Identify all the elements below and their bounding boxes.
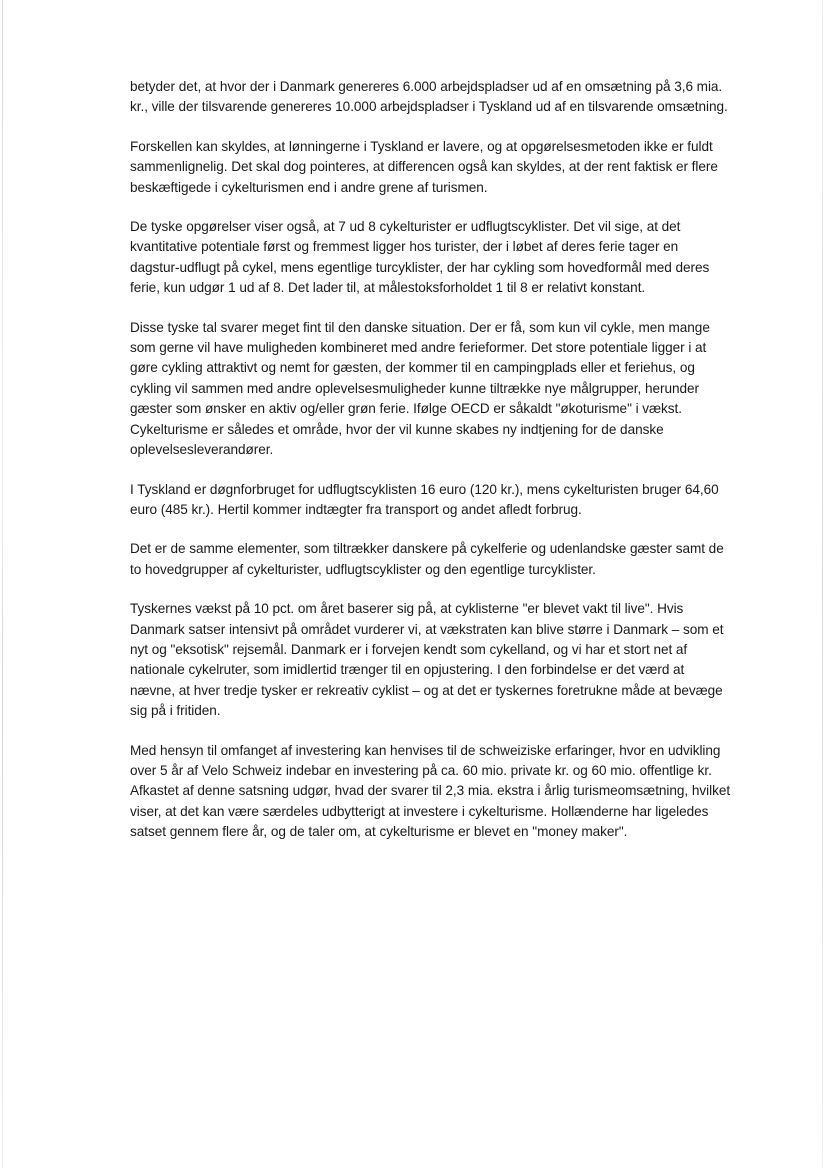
paragraph-line: sammenlignelig. Det skal dog pointeres, at differencen også kan skyldes, at der rent faktisk er flere bbox=[130, 159, 718, 175]
paragraph-line: viser, at det kan være særdeles udbytterigt at investere i cykelturisme. Hollænderne har ligeledes bbox=[130, 803, 709, 819]
paragraph-line: dagstur-udflugt på cykel, mens egentlige turcyklister, der har cykling som hovedformål med deres bbox=[130, 259, 710, 275]
paragraph-line: kr., ville der tilsvarende genereres 10.000 arbejdspladser i Tyskland ud af en tilsvarende omsætning. bbox=[130, 99, 728, 115]
paragraph-line: Danmark satser intensivt på området vurderer vi, at vækstraten kan blive større i Danmark – som et bbox=[130, 621, 724, 637]
paragraph-line: betyder det, at hvor der i Danmark genereres 6.000 arbejdspladser ud af en omsætning på 3,6 mia. bbox=[130, 79, 723, 94]
paragraph-line: kvantitative potentiale først og fremmest ligger hos turister, der i løbet af deres ferie tager en bbox=[130, 239, 679, 255]
paragraph bbox=[130, 539, 762, 580]
paragraph bbox=[130, 741, 762, 843]
paragraph-line: ferie, kun udgør 1 ud af 8. Det lader til, at målestoksforholdet 1 til 8 er relativt konstant. bbox=[130, 280, 646, 296]
paragraph-line: beskæftigede i cykelturismen end i andre grene af turismen. bbox=[130, 179, 488, 195]
paragraph-line: satset gennem flere år, og de taler om, at cykelturisme er blevet en "money maker". bbox=[130, 824, 628, 840]
paragraph-line: gøre cykling attraktivt og nemt for gæsten, der kommer til en campingplads eller et feriehus, og bbox=[130, 360, 695, 376]
paragraph bbox=[130, 77, 762, 118]
paragraph-line: Tyskernes vækst på 10 pct. om året baserer sig på, at cyklisterne "er blevet vakt til live". Hvis bbox=[130, 601, 684, 617]
paragraph-line: nævne, at hver tredje tysker er rekreativ cyklist – og at det er tyskernes foretrukne måde at bevæge bbox=[130, 682, 723, 698]
paragraph-line: Det er de samme elementer, som tiltrækker danskere på cykelferie og udenlandske gæster samt de bbox=[130, 541, 724, 557]
paragraph-line: to hovedgrupper af cykelturister, udflugtscyklister og den egentlige turcyklister. bbox=[130, 561, 596, 577]
paragraph-line: cykling vil sammen med andre oplevelsesmuligheder kunne tiltrække nye målgrupper, herunder bbox=[130, 380, 699, 396]
paragraph-line: euro (485 kr.). Hertil kommer indtægter fra transport og andet afledt forbrug. bbox=[130, 501, 582, 517]
paragraph bbox=[130, 137, 762, 198]
paragraph bbox=[130, 480, 762, 521]
paragraph-line: oplevelsesleverandører. bbox=[130, 442, 274, 458]
paragraph-line: Forskellen kan skyldes, at lønningerne i Tyskland er lavere, og at opgørelsesmetoden ikke er fuldt bbox=[130, 138, 713, 154]
scan-edge-right bbox=[822, 0, 823, 1168]
paragraph-line: De tyske opgørelser viser også, at 7 ud 8 cykelturister er udflugtscyklister. Det vil sige, at det bbox=[130, 219, 681, 235]
paragraph-line: Cykelturisme er således et område, hvor der vil kunne skabes ny indtjening for de danske bbox=[130, 421, 664, 437]
paragraph-line: gæster som ønsker en aktiv og/eller grøn ferie. Ifølge OECD er såkaldt "økoturisme" i vækst. bbox=[130, 401, 682, 417]
paragraph-line: over 5 år af Velo Schweiz indebar en investering på ca. 60 mio. private kr. og 60 mio. offentlige kr. bbox=[130, 762, 712, 778]
paragraph bbox=[130, 217, 762, 299]
paragraph bbox=[130, 599, 762, 721]
paragraph-line: Disse tyske tal svarer meget fint til den danske situation. Der er få, som kun vil cykle, men mange bbox=[130, 319, 710, 335]
paragraph-line: I Tyskland er døgnforbruget for udflugtscyklisten 16 euro (120 kr.), mens cykelturisten bruger 64,60 bbox=[130, 481, 719, 497]
document-body bbox=[130, 77, 762, 862]
paragraph bbox=[130, 318, 762, 461]
scan-edge-left bbox=[2, 0, 3, 1168]
paragraph-line: som gerne vil have muligheden kombineret med andre ferieformer. Det store potentiale ligger i at bbox=[130, 340, 707, 356]
paragraph-line: Med hensyn til omfanget af investering kan henvises til de schweiziske erfaringer, hvor en udvikling bbox=[130, 742, 721, 758]
paragraph-line: nationale cykelruter, som imidlertid trænger til en opjustering. I den forbindelse er det værd at bbox=[130, 662, 685, 678]
paragraph-line: Afkastet af denne satsning udgør, hvad der svarer til 2,3 mia. ekstra i årlig turismeomsætning, hvilket bbox=[130, 783, 731, 799]
paragraph-line: nyt og "eksotisk" rejsemål. Danmark er i forvejen kendt som cykelland, og vi har et stort net af bbox=[130, 641, 688, 657]
paragraph-line: sig på i fritiden. bbox=[130, 703, 221, 719]
